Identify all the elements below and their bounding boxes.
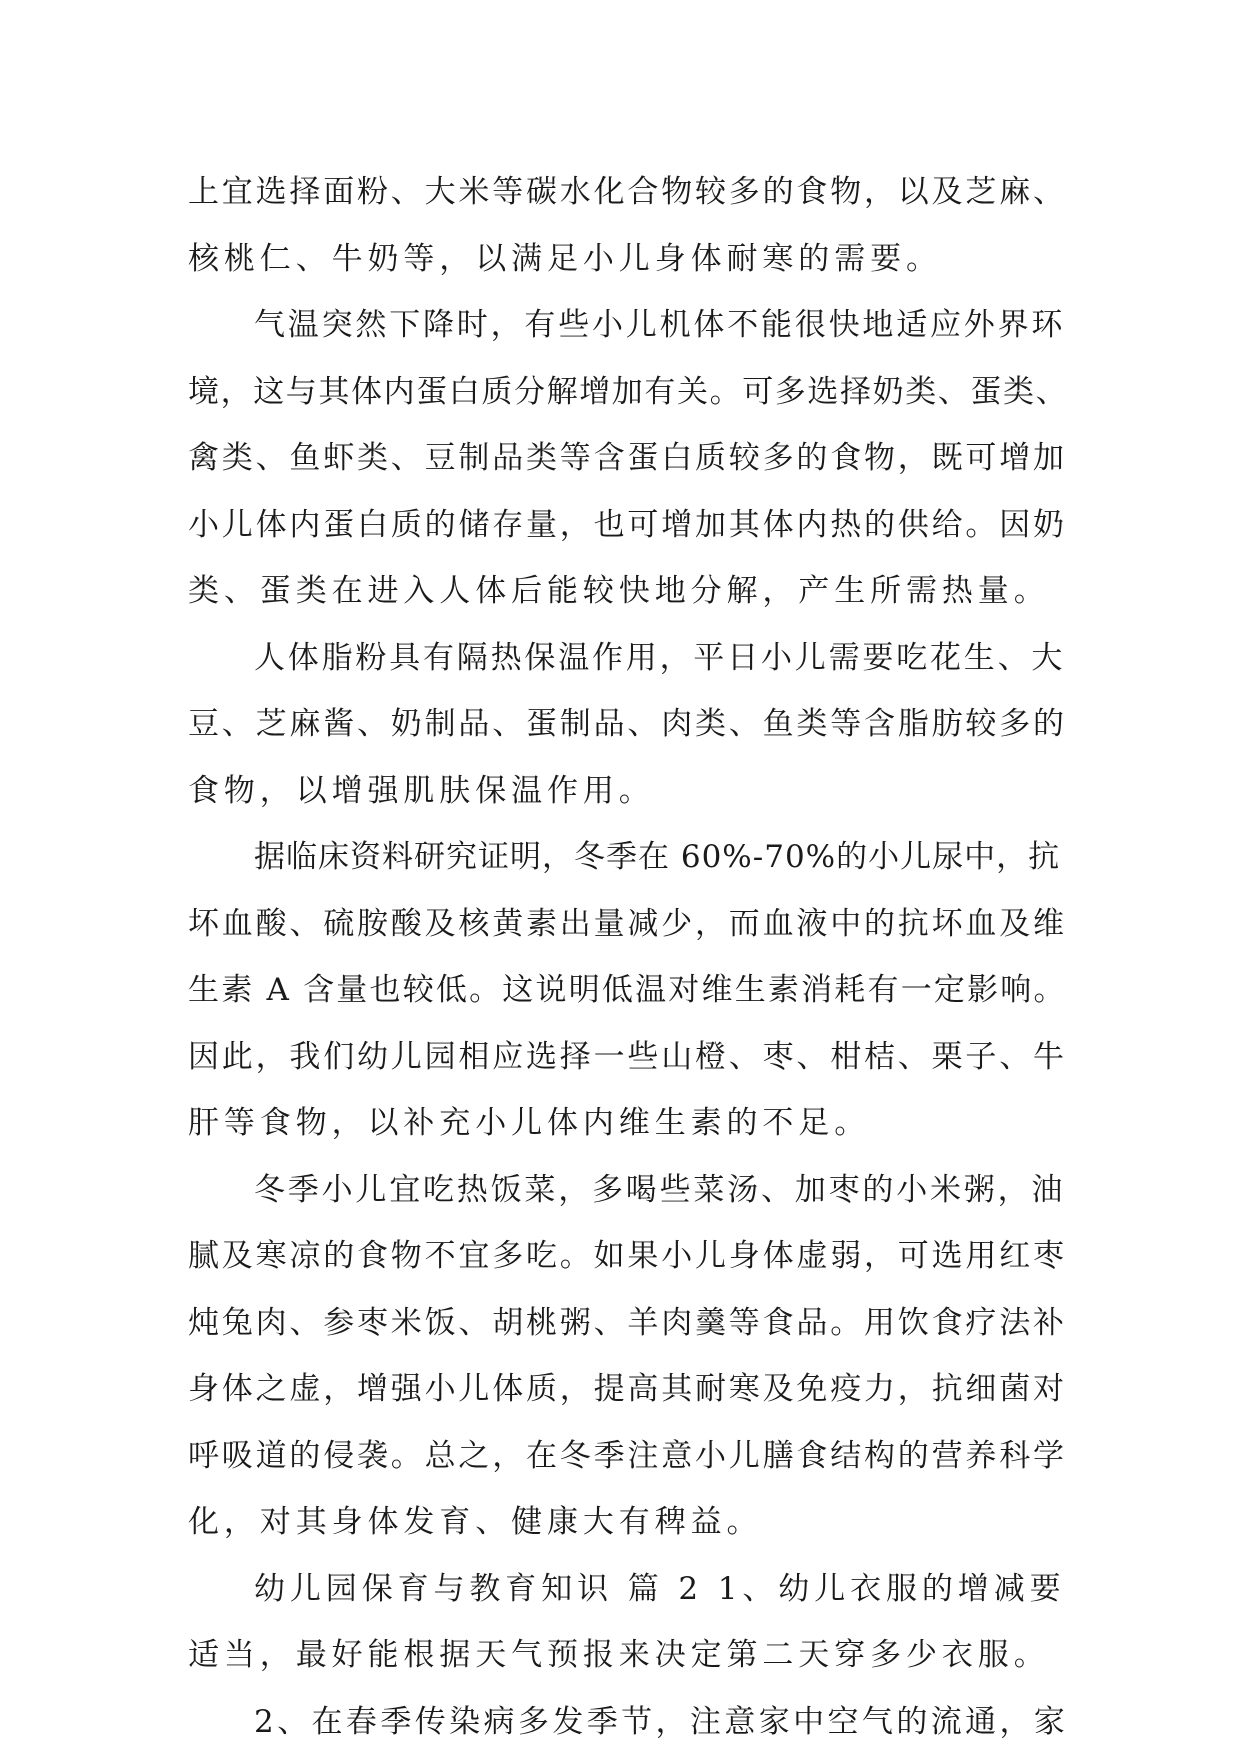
text-line: 冬季小儿宜吃热饭菜，多喝些菜汤、加枣的小米粥，油	[188, 1157, 1068, 1224]
text-line: 生素 A 含量也较低。这说明低温对维生素消耗有一定影响。	[188, 957, 1068, 1024]
text-line: 小儿体内蛋白质的储存量，也可增加其体内热的供给。因奶	[188, 492, 1068, 559]
text-line: 坏血酸、硫胺酸及核黄素出量减少，而血液中的抗坏血及维	[188, 891, 1068, 958]
document-body	[188, 159, 1068, 1755]
text-line: 呼吸道的侵袭。总之，在冬季注意小儿膳食结构的营养科学	[188, 1423, 1068, 1490]
text-line: 上宜选择面粉、大米等碳水化合物较多的食物，以及芝麻、	[188, 159, 1068, 226]
text-line: 肝等食物，以补充小儿体内维生素的不足。	[188, 1090, 1068, 1157]
text-line: 境，这与其体内蛋白质分解增加有关。可多选择奶类、蛋类、	[188, 359, 1068, 426]
text-line: 据临床资料研究证明，冬季在 60%-70%的小儿尿中，抗	[188, 824, 1068, 891]
text-line: 因此，我们幼儿园相应选择一些山橙、枣、柑桔、栗子、牛	[188, 1024, 1068, 1091]
text-line: 禽类、鱼虾类、豆制品类等含蛋白质较多的食物，既可增加	[188, 425, 1068, 492]
text-line: 食物，以增强肌肤保温作用。	[188, 758, 1068, 825]
text-line: 2、在春季传染病多发季节，注意家中空气的流通，家	[188, 1689, 1068, 1755]
text-line: 幼儿园保育与教育知识 篇 2 1、幼儿衣服的增减要	[188, 1556, 1068, 1623]
text-line: 腻及寒凉的食物不宜多吃。如果小儿身体虚弱，可选用红枣	[188, 1223, 1068, 1290]
text-line: 豆、芝麻酱、奶制品、蛋制品、肉类、鱼类等含脂肪较多的	[188, 691, 1068, 758]
text-line: 炖兔肉、参枣米饭、胡桃粥、羊肉羹等食品。用饮食疗法补	[188, 1290, 1068, 1357]
text-line: 人体脂粉具有隔热保温作用，平日小儿需要吃花生、大	[188, 625, 1068, 692]
text-line: 类、蛋类在进入人体后能较快地分解，产生所需热量。	[188, 558, 1068, 625]
text-line: 适当，最好能根据天气预报来决定第二天穿多少衣服。	[188, 1622, 1068, 1689]
text-line: 核桃仁、牛奶等，以满足小儿身体耐寒的需要。	[188, 226, 1068, 293]
text-line: 气温突然下降时，有些小儿机体不能很快地适应外界环	[188, 292, 1068, 359]
text-line: 身体之虚，增强小儿体质，提高其耐寒及免疫力，抗细菌对	[188, 1356, 1068, 1423]
text-line: 化，对其身体发育、健康大有稗益。	[188, 1489, 1068, 1556]
